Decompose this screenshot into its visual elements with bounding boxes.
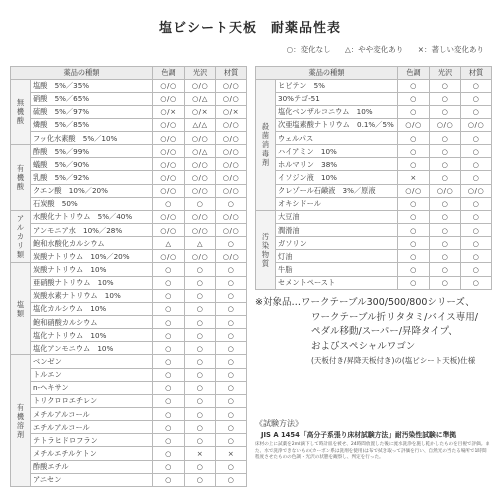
material-rating: ○/○ [216, 224, 247, 237]
material-rating: ○ [461, 158, 492, 171]
table-row [256, 197, 492, 210]
material-rating: ○ [216, 302, 247, 315]
table-row [11, 184, 247, 197]
material-rating: ○/○ [461, 184, 492, 197]
material-rating: ○/○ [216, 145, 247, 158]
material-rating: ○ [216, 276, 247, 289]
header-color: 色調 [398, 67, 430, 80]
color-rating: ○ [153, 302, 185, 315]
gloss-rating: ○ [185, 408, 216, 421]
color-rating: ○ [398, 145, 430, 158]
header-gloss: 光沢 [185, 67, 216, 80]
header-chemical: 薬品の種類 [256, 67, 398, 80]
test-paragraph: 床材の上に試薬を2ml滴下して時計皿を被せ、24時間放置した後に流水洗浄を施し乾かしたものを目視で評価。また、水で洗浄できないもの(カーボン系は洗剤を使用)は布で拭き取って評価を行い、自然光の当たる場所で1時間程度させたものの色調・光沢の状態を観察し、判定を行った。 [255, 442, 490, 460]
header-material: 材質 [216, 67, 247, 80]
table-row [11, 368, 247, 381]
table-header-row [11, 67, 247, 80]
table-row [11, 105, 247, 118]
color-rating: ○ [398, 250, 430, 263]
color-rating: ○ [153, 316, 185, 329]
gloss-rating: ○ [430, 79, 461, 92]
color-rating: ○/○ [153, 224, 185, 237]
chemical-name: 炭酸ナトリウム 10%／20% [31, 250, 153, 263]
table-row [11, 92, 247, 105]
material-rating: ○/○ [216, 132, 247, 145]
chemical-name: 水酸化ナトリウム 5%／40% [31, 210, 153, 223]
table-row [11, 224, 247, 237]
chemical-name: 炭酸水素ナトリウム 10% [31, 289, 153, 302]
chemical-table-right [255, 66, 492, 290]
group-label: 塩 類 [11, 263, 31, 355]
table-row [11, 447, 247, 460]
color-rating: ○/○ [153, 171, 185, 184]
material-rating: ○ [461, 132, 492, 145]
gloss-rating: ○ [185, 289, 216, 302]
color-rating: ○ [153, 434, 185, 447]
gloss-rating: ○ [185, 421, 216, 434]
gloss-rating: ○ [430, 158, 461, 171]
material-rating: ○ [461, 92, 492, 105]
legend [275, 44, 484, 55]
material-rating: ○ [216, 460, 247, 473]
gloss-rating: ○ [430, 237, 461, 250]
gloss-rating: ○ [185, 342, 216, 355]
color-rating: ○ [153, 447, 185, 460]
note-line: ※対象品…ワークテーブル300/500/800シリーズ、 [255, 297, 475, 308]
gloss-rating: ○/△ [185, 92, 216, 105]
chemical-name: クレゾール石鹸液 3%／原液 [276, 184, 398, 197]
gloss-rating: ○ [430, 92, 461, 105]
material-rating: ○ [461, 79, 492, 92]
material-rating: ○/○ [216, 210, 247, 223]
legend-slight: △：やや変化あり [345, 45, 404, 54]
table-row [11, 210, 247, 223]
color-rating: ○/○ [398, 118, 430, 131]
table-row [11, 342, 247, 355]
chemical-name: メチルアルコール [31, 408, 153, 421]
material-rating: ○ [216, 289, 247, 302]
material-rating: ○ [216, 473, 247, 486]
material-rating: ○ [216, 381, 247, 394]
material-rating: ○ [216, 394, 247, 407]
color-rating: ○/○ [153, 118, 185, 131]
group-label: 有 機 溶 剤 [11, 355, 31, 486]
legend-severe: ×：著しい変化あり [417, 45, 484, 54]
chemical-name: 潤滑油 [276, 224, 398, 237]
color-rating: ○ [153, 381, 185, 394]
color-rating: ○ [398, 276, 430, 289]
chemical-name: 大豆油 [276, 210, 398, 223]
material-rating: ○ [461, 250, 492, 263]
material-rating: ○/× [216, 105, 247, 118]
color-rating: ○ [398, 105, 430, 118]
table-header-row [256, 67, 492, 80]
chemical-name: 乳酸 5%／92% [31, 171, 153, 184]
gloss-rating: ○ [430, 132, 461, 145]
color-rating: ○ [153, 197, 185, 210]
material-rating: × [216, 447, 247, 460]
test-heading: 試験方法 [263, 419, 295, 428]
table-row [11, 289, 247, 302]
gloss-rating: ○ [430, 276, 461, 289]
material-rating: ○ [461, 105, 492, 118]
chemical-name: 酢酸エチル [31, 460, 153, 473]
material-rating: ○ [461, 197, 492, 210]
table-row [256, 237, 492, 250]
color-rating: ○ [153, 289, 185, 302]
test-method: 《試験方法》 JIS A 1454「高分子系張り床材試験方法」耐汚染性試験に準拠 床材の上に試薬を2ml滴下して時計皿を被せ、24時間放置した後に流水洗浄を施し乾かしたものを目視で評価。また、水で洗浄できないもの(カーボン系は洗剤を使用)は布で拭き取って評価を行い、自然光の当たる場所で1時間程度させたものの色調・光沢の状態を観察し、判定を行った。 [255, 419, 490, 460]
chemical-name: セメントペースト [276, 276, 398, 289]
note-line: ペダル移動/スーパー/昇降タイプ、 [311, 326, 458, 337]
chemical-name: 塩化ナトリウム 10% [31, 329, 153, 342]
chemical-table-left [10, 66, 247, 487]
color-rating: ○/○ [153, 158, 185, 171]
material-rating: ○ [461, 210, 492, 223]
table-row [256, 263, 492, 276]
gloss-rating: △/△ [185, 118, 216, 131]
gloss-rating: ○ [185, 460, 216, 473]
chemical-name: トルエン [31, 368, 153, 381]
chemical-name: 酢酸 5%／99% [31, 145, 153, 158]
color-rating: ○/○ [153, 132, 185, 145]
target-products-note [255, 296, 478, 369]
chemical-name: ガソリン [276, 237, 398, 250]
material-rating: ○/○ [216, 171, 247, 184]
gloss-rating: ○ [185, 302, 216, 315]
gloss-rating: ○ [185, 329, 216, 342]
color-rating: ○/× [153, 105, 185, 118]
material-rating: ○ [216, 316, 247, 329]
material-rating: ○ [461, 237, 492, 250]
gloss-rating: ○/○ [185, 184, 216, 197]
color-rating: ○ [398, 132, 430, 145]
chemical-name: エチルアルコール [31, 421, 153, 434]
gloss-rating: ○/○ [185, 250, 216, 263]
color-rating: ○ [153, 473, 185, 486]
material-rating: ○ [461, 171, 492, 184]
gloss-rating: ○ [430, 224, 461, 237]
table-row [11, 276, 247, 289]
note-small: (天板付き/昇降天板付き)の(塩ビシート天板)仕様 [311, 356, 476, 365]
table-row [11, 263, 247, 276]
material-rating: ○/○ [216, 92, 247, 105]
chemical-name: ベンゼン [31, 355, 153, 368]
table-row [256, 158, 492, 171]
material-rating: ○ [216, 237, 247, 250]
table-row [11, 316, 247, 329]
header-material: 材質 [461, 67, 492, 80]
chemical-name: イソジン液 10% [276, 171, 398, 184]
gloss-rating: ○ [185, 394, 216, 407]
material-rating: ○ [216, 434, 247, 447]
material-rating: ○ [216, 329, 247, 342]
chemical-name: 灯油 [276, 250, 398, 263]
chemical-name: トリクロロエチレン [31, 394, 153, 407]
table-row [11, 421, 247, 434]
material-rating: ○ [216, 263, 247, 276]
table-row [11, 237, 247, 250]
table-row [256, 118, 492, 131]
gloss-rating: ○ [185, 381, 216, 394]
material-rating: ○ [461, 276, 492, 289]
table-row [11, 79, 247, 92]
table-row [11, 434, 247, 447]
chemical-name: 石炭酸 50% [31, 197, 153, 210]
color-rating: ○ [153, 276, 185, 289]
gloss-rating: ○ [430, 171, 461, 184]
table-row [11, 132, 247, 145]
color-rating: ○/○ [398, 184, 430, 197]
material-rating: ○ [216, 421, 247, 434]
gloss-rating: ○ [185, 276, 216, 289]
chemical-name: テトラヒドロフラン [31, 434, 153, 447]
material-rating: ○ [216, 355, 247, 368]
table-row [11, 460, 247, 473]
gloss-rating: ○ [430, 250, 461, 263]
gloss-rating: ○/○ [430, 118, 461, 131]
chemical-name: ハイアミン 10% [276, 145, 398, 158]
gloss-rating: ○/× [185, 105, 216, 118]
chemical-name: オキシドール [276, 197, 398, 210]
gloss-rating: ○ [430, 105, 461, 118]
material-rating: ○ [461, 145, 492, 158]
material-rating: ○ [216, 368, 247, 381]
material-rating: ○/○ [461, 118, 492, 131]
header-color: 色調 [153, 67, 185, 80]
table-row [256, 105, 492, 118]
gloss-rating: ○ [430, 197, 461, 210]
table-row [11, 355, 247, 368]
color-rating: ○ [398, 79, 430, 92]
table-row [11, 145, 247, 158]
chemical-name: メチルエチルケトン [31, 447, 153, 460]
chemical-name: 亜硝酸ナトリウム 10% [31, 276, 153, 289]
material-rating: ○ [461, 224, 492, 237]
gloss-rating: ○ [185, 316, 216, 329]
table-row [256, 92, 492, 105]
gloss-rating: ○ [185, 473, 216, 486]
gloss-rating: ○/△ [185, 145, 216, 158]
material-rating: ○/○ [216, 158, 247, 171]
chemical-name: フッ化水素酸 5%／10% [31, 132, 153, 145]
color-rating: ○ [398, 197, 430, 210]
table-row [11, 171, 247, 184]
note-line: およびスペシャルワゴン [311, 340, 416, 352]
gloss-rating: ○ [185, 263, 216, 276]
table-row [11, 302, 247, 315]
group-label: 有 機 酸 [11, 145, 31, 211]
chemical-name: 硝酸 5%／65% [31, 92, 153, 105]
gloss-rating: ○ [185, 197, 216, 210]
gloss-rating: ○ [430, 210, 461, 223]
gloss-rating: ○/○ [185, 79, 216, 92]
chemical-name: 次亜塩素酸ナトリウム 0.1%／5% [276, 118, 398, 131]
gloss-rating: ○/○ [185, 132, 216, 145]
color-rating: ○/○ [153, 184, 185, 197]
table-row [256, 250, 492, 263]
chemical-name: 蟻酸 5%／90% [31, 158, 153, 171]
chemical-name: アニセン [31, 473, 153, 486]
gloss-rating: ○ [430, 145, 461, 158]
chemical-name: 炭酸ナトリウム 10% [31, 263, 153, 276]
gloss-rating: ○ [185, 368, 216, 381]
chemical-name: ウェルパス [276, 132, 398, 145]
chemical-name: n-ヘキサン [31, 381, 153, 394]
table-row [11, 250, 247, 263]
table-row [11, 158, 247, 171]
color-rating: ○ [153, 263, 185, 276]
table-row [11, 381, 247, 394]
color-rating: ○ [153, 394, 185, 407]
table-row [256, 79, 492, 92]
header-gloss: 光沢 [430, 67, 461, 80]
gloss-rating: △ [185, 237, 216, 250]
legend-none: ○：変化なし [286, 45, 331, 54]
table-row [11, 408, 247, 421]
table-row [256, 171, 492, 184]
header-chemical: 薬品の種類 [11, 67, 153, 80]
table-row [256, 145, 492, 158]
gloss-rating: ○/○ [430, 184, 461, 197]
color-rating: ○/○ [153, 79, 185, 92]
gloss-rating: ○/○ [185, 210, 216, 223]
material-rating: ○/○ [216, 184, 247, 197]
color-rating: ○/○ [153, 145, 185, 158]
table-row [256, 224, 492, 237]
color-rating: ○ [398, 224, 430, 237]
chemical-name: 塩化カルシウム 10% [31, 302, 153, 315]
table-row [256, 210, 492, 223]
table-row [11, 329, 247, 342]
test-standard: JIS A 1454「高分子系張り床材試験方法」耐汚染性試験に準拠 [261, 431, 457, 439]
chemical-name: 塩酸 5%／35% [31, 79, 153, 92]
chemical-name: 塩化ベンザルコニウム 10% [276, 105, 398, 118]
color-rating: ○ [398, 263, 430, 276]
table-row [256, 132, 492, 145]
chemical-name: 30%テゴ-51 [276, 92, 398, 105]
material-rating: ○/○ [216, 250, 247, 263]
color-rating: ○ [153, 329, 185, 342]
color-rating: ○ [153, 460, 185, 473]
table-row [11, 473, 247, 486]
color-rating: ○ [153, 368, 185, 381]
chemical-name: 燐酸 5%／85% [31, 118, 153, 131]
color-rating: ○ [153, 408, 185, 421]
chemical-name: 飽和水酸化カルシウム [31, 237, 153, 250]
gloss-rating: × [185, 447, 216, 460]
table-row [11, 394, 247, 407]
note-line: ワークテーブル折リタタミ/バイス専用/ [311, 311, 478, 323]
gloss-rating: ○/○ [185, 171, 216, 184]
chemical-name: 飽和硝酸カルシウム [31, 316, 153, 329]
color-rating: ○ [153, 355, 185, 368]
color-rating: ○ [153, 342, 185, 355]
chemical-name: ヒビテン 5% [276, 79, 398, 92]
color-rating: ○/○ [153, 92, 185, 105]
material-rating: ○ [216, 197, 247, 210]
color-rating: △ [153, 237, 185, 250]
group-label: 汚 染 物 質 [256, 210, 276, 289]
chemical-name: アンモニア水 10%／28% [31, 224, 153, 237]
table-row [11, 118, 247, 131]
gloss-rating: ○ [185, 434, 216, 447]
material-rating: ○ [461, 263, 492, 276]
material-rating: ○/○ [216, 118, 247, 131]
chemical-name: クエン酸 10%／20% [31, 184, 153, 197]
color-rating: ○/○ [153, 210, 185, 223]
color-rating: ○ [398, 237, 430, 250]
chemical-name: 塩化アンモニウム 10% [31, 342, 153, 355]
material-rating: ○/○ [216, 79, 247, 92]
group-label: 無 機 酸 [11, 79, 31, 145]
color-rating: ○/○ [153, 250, 185, 263]
chemical-name: ホルマリン 38% [276, 158, 398, 171]
color-rating: ○ [398, 92, 430, 105]
color-rating: ○ [398, 158, 430, 171]
chemical-name: 硫酸 5%／97% [31, 105, 153, 118]
chemical-name: 牛脂 [276, 263, 398, 276]
color-rating: ○ [153, 421, 185, 434]
material-rating: ○ [216, 408, 247, 421]
page-title: 塩ビシート天板 耐薬品性表 [158, 21, 341, 36]
gloss-rating: ○ [185, 355, 216, 368]
material-rating: ○ [216, 342, 247, 355]
gloss-rating: ○/○ [185, 224, 216, 237]
table-row [256, 184, 492, 197]
color-rating: × [398, 171, 430, 184]
gloss-rating: ○/○ [185, 158, 216, 171]
table-row [256, 276, 492, 289]
gloss-rating: ○ [430, 263, 461, 276]
group-label: 殺 菌 消 毒 剤 [256, 79, 276, 210]
color-rating: ○ [398, 210, 430, 223]
table-row [11, 197, 247, 210]
group-label: ア ル カ リ 類 [11, 210, 31, 263]
